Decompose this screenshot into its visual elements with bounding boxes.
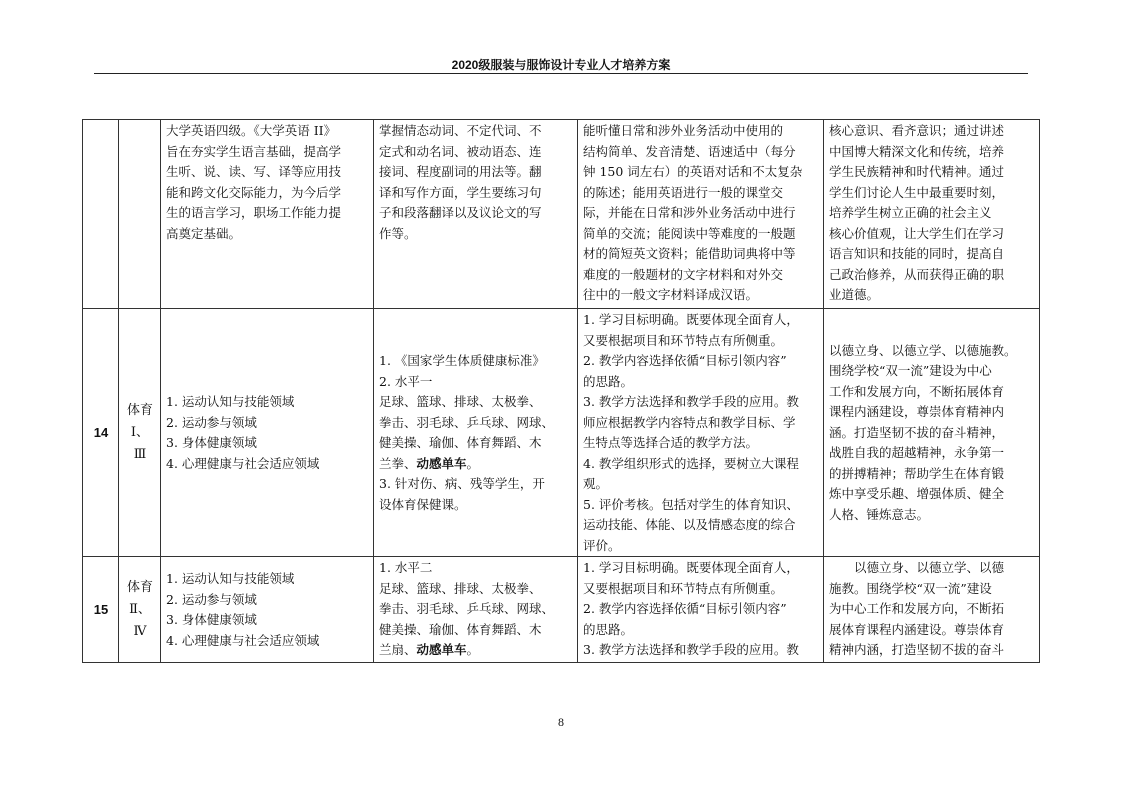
text-line: 足球、篮球、排球、太极拳、	[379, 580, 542, 596]
highlight-text: 动感单车	[416, 642, 467, 657]
text-line: 生听、说、读、写、译等应用技	[166, 164, 342, 179]
text-line: 4. 心理健康与社会适应领域	[166, 455, 320, 471]
text-line: 工作和发展方向，不断拓展体育	[829, 383, 1005, 399]
text-line: 际，并能在日常和涉外业务活动中进行	[583, 205, 796, 220]
text-line: 体育	[126, 403, 153, 418]
course-content-cell	[374, 120, 578, 309]
text-line: 2. 运动参与领域	[166, 414, 257, 430]
text-line: 往中的一般文字材料译成汉语。	[583, 287, 759, 302]
text-line: 材的简短英文资料；能借助词典将中等	[583, 246, 796, 261]
text-line: 中国博大精深文化和传统，培养	[829, 143, 1005, 159]
highlight-tail: 。	[466, 455, 480, 471]
text-line: 的思路。	[583, 373, 634, 389]
text-line: 能听懂日常和涉外业务活动中使用的	[583, 123, 784, 138]
course-name	[119, 120, 161, 309]
text-line: 培养学生树立正确的社会主义	[829, 205, 992, 220]
row-number	[83, 120, 119, 309]
text-line: 观。	[583, 476, 609, 491]
text-line: 子和段落翻译以及议论文的写	[379, 205, 542, 220]
text-line: 又要根据项目和环节特点有所侧重。	[583, 332, 784, 348]
content-lines	[379, 558, 573, 661]
text-line: 展体育课程内涵建设。尊崇体育	[829, 621, 1005, 637]
text-line: 围绕学校“双一流”建设为中心	[829, 363, 992, 379]
text-line: 精神内涵，打造坚韧不拔的奋斗	[829, 642, 1005, 657]
text-line: 的拼搏精神；帮助学生在体育锻	[829, 465, 1005, 481]
text-line: Ⅳ	[133, 624, 147, 639]
header-divider	[94, 73, 1028, 74]
text-line: 大学英语四级。《大学英语 II》	[166, 123, 337, 138]
text-line: 的思路。	[583, 621, 634, 637]
text-line: 拳击、羽毛球、乒乓球、网球、	[379, 601, 555, 616]
text-line: 3. 身体健康领域	[166, 435, 257, 450]
text-line: 高奠定基础。	[166, 225, 242, 241]
content-after-lines	[379, 474, 573, 515]
text-line: 涵。打造坚韧不拔的奋斗精神，	[829, 424, 1005, 440]
course-content-cell	[374, 309, 578, 557]
text-line: 1. 运动认知与技能领域	[166, 394, 295, 409]
course-goal-cell	[161, 120, 374, 309]
text-line: 3. 针对伤、病、残等学生，开	[379, 476, 545, 491]
text-line: Ⅰ、	[130, 425, 150, 440]
course-goal-cell	[161, 557, 374, 663]
text-line: 1. 学习目标明确。既要体现全面育人，	[583, 312, 799, 327]
text-line: 3. 身体健康领域	[166, 612, 257, 627]
text-line: 评价。	[583, 537, 621, 553]
ideology-cell	[824, 120, 1040, 309]
text-line: 2. 运动参与领域	[166, 591, 257, 607]
highlight-tail: 。	[466, 642, 480, 657]
text-line: 1. 运动认知与技能领域	[166, 571, 295, 586]
text-line: 4. 心理健康与社会适应领域	[166, 632, 320, 648]
text-line: Ⅲ	[133, 447, 147, 462]
content-lines	[379, 351, 573, 474]
highlight-text: 动感单车	[416, 455, 467, 471]
text-line: 生特点等选择合适的教学方法。	[583, 435, 759, 450]
text-line: 兰拳、动感单车。	[379, 455, 480, 471]
text-line: 以德立身、以德立学、以德施教。	[829, 342, 1017, 358]
course-requirement-cell	[578, 557, 824, 663]
text-line: 译和写作方面，学生要练习句	[379, 184, 542, 200]
text-line: 接词、程度副词的用法等。翻	[379, 164, 542, 179]
text-line: 设体育保健课。	[379, 496, 467, 512]
text-line: 2. 教学内容选择依循“目标引领内容”	[583, 353, 787, 368]
text-line: 人格、锤炼意志。	[829, 506, 930, 522]
row-number: 15	[83, 557, 119, 663]
text-line: 战胜自我的超越精神，永争第一	[829, 445, 1005, 461]
text-line: 健美操、瑜伽、体育舞蹈、木	[379, 435, 542, 450]
text-line: 健美操、瑜伽、体育舞蹈、木	[379, 621, 542, 637]
text-line: 5. 评价考核。包括对学生的体育知识、	[583, 496, 799, 512]
table-row	[83, 557, 1040, 663]
text-line: 3. 教学方法选择和教学手段的应用。教	[583, 642, 799, 657]
text-line: 核心意识、看齐意识；通过讲述	[829, 123, 1005, 138]
course-content-cell	[374, 557, 578, 663]
text-line: 拳击、羽毛球、乒乓球、网球、	[379, 414, 555, 430]
text-line: 核心价值观，让大学生们在学习	[829, 225, 1005, 241]
course-goal-cell	[161, 309, 374, 557]
text-line: 旨在夯实学生语言基础，提高学	[166, 143, 342, 159]
page-number: 8	[558, 715, 564, 729]
text-line: Ⅱ、	[129, 602, 151, 617]
text-line: 掌握情态动词、不定代词、不	[379, 123, 542, 138]
text-line: 己政治修养，从而获得正确的职	[829, 266, 1005, 282]
ideology-cell	[824, 309, 1040, 557]
text-line: 施教。围绕学校“双一流”建设	[829, 580, 992, 596]
text-line: 为中心工作和发展方向，不断拓	[829, 601, 1005, 616]
text-line: 4. 教学组织形式的选择，要树立大课程	[583, 455, 799, 471]
text-line: 学生们讨论人生中最重要时刻，	[829, 184, 1005, 200]
text-line: 钟 150 词左右）的英语对话和不太复杂	[583, 164, 803, 179]
text-line: 又要根据项目和环节特点有所侧重。	[583, 580, 784, 596]
text-line: 简单的交流；能阅读中等难度的一般题	[583, 225, 796, 241]
text-line: 难度的一般题材的文字材料和对外交	[583, 266, 784, 282]
course-requirement-cell	[578, 120, 824, 309]
text-line: 1. 学习目标明确。既要体现全面育人，	[583, 560, 799, 575]
ideology-cell	[824, 557, 1040, 663]
table-row	[83, 309, 1040, 557]
text-line: 兰扇、动感单车。	[379, 642, 480, 657]
text-line: 能和跨文化交际能力，为今后学	[166, 184, 342, 200]
text-line: 课程内涵建设，尊崇体育精神内	[829, 404, 1005, 420]
text-line: 作等。	[379, 225, 417, 241]
page-header-title: 2020级服装与服饰设计专业人才培养方案	[451, 58, 671, 72]
text-line: 炼中享受乐趣、增强体质、健全	[829, 486, 1005, 502]
text-line: 业道德。	[829, 287, 880, 302]
text-line: 定式和动名词、被动语态、连	[379, 143, 542, 159]
text-line: 1. 《国家学生体质健康标准》	[379, 353, 545, 368]
row-number: 14	[83, 309, 119, 557]
course-name	[119, 557, 161, 663]
text-line: 学生民族精神和时代精神。通过	[829, 164, 1005, 179]
text-line: 的陈述；能用英语进行一般的课堂交	[583, 184, 784, 200]
text-line: 2. 教学内容选择依循“目标引领内容”	[583, 601, 787, 616]
text-line: 结构简单、发音清楚、语速适中（每分	[583, 143, 796, 159]
curriculum-table	[82, 119, 1040, 663]
text-line: 语言知识和技能的同时，提高自	[829, 246, 1005, 261]
course-requirement-cell	[578, 309, 824, 557]
text-line: 3. 教学方法选择和教学手段的应用。教	[583, 394, 799, 409]
text-line: 2. 水平一	[379, 373, 433, 389]
table-row	[83, 120, 1040, 309]
text-line: 运动技能、体能、以及情感态度的综合	[583, 517, 796, 532]
text-line: 1. 水平二	[379, 560, 433, 575]
text-line: 体育	[126, 580, 153, 595]
text-line: 生的语言学习，职场工作能力提	[166, 205, 342, 220]
text-line: 以德立身、以德立学、以德	[854, 560, 1005, 575]
text-line: 师应根据教学内容特点和教学目标、学	[583, 414, 796, 430]
course-name	[119, 309, 161, 557]
text-line: 足球、篮球、排球、太极拳、	[379, 394, 542, 409]
